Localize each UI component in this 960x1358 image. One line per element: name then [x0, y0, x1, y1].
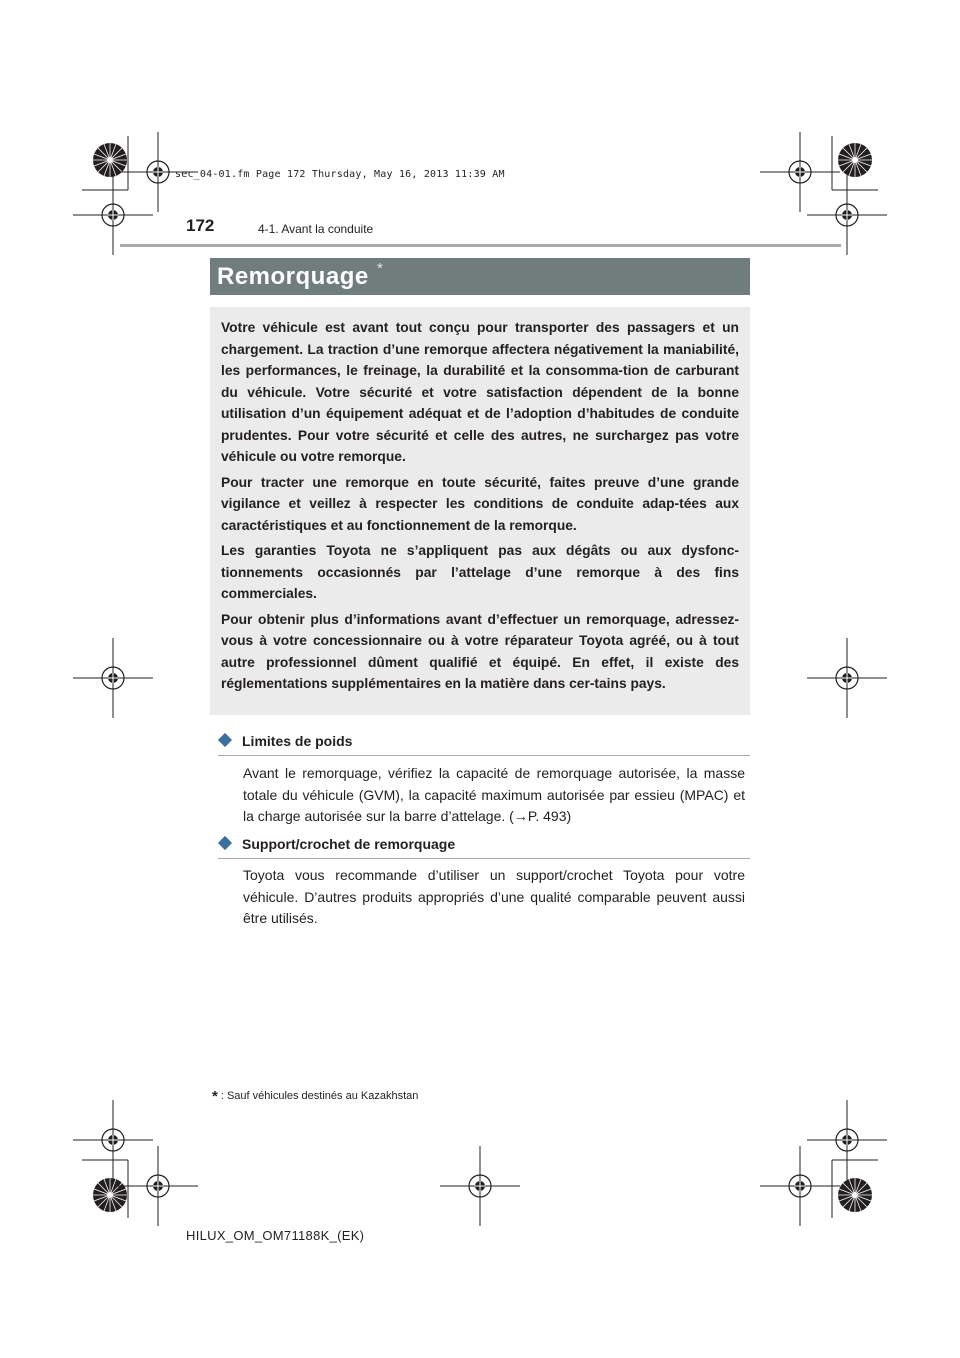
diamond-bullet-icon	[218, 836, 232, 850]
footnote-mark: *	[212, 1088, 218, 1105]
intro-paragraph: Votre véhicule est avant tout conçu pour transporter des passagers et un chargement. La traction d’une remorque affectera négativement la maniabilité, les performances, le freinage, la durabilité et la consomma-tion de carburant du véhicule. Votre sécurité et votre satisfaction dépendent de la bonne utilisation d’un équipement adéquat et de l’adoption d’habitudes de conduite prudentes. Pour votre sécurité et celle des autres, ne surchargez pas votre véhicule ou votre remorque.	[221, 320, 739, 464]
title-bar	[210, 258, 750, 295]
intro-paragraph: Les garanties Toyota ne s’appliquent pas aux dégâts ou aux dysfonc-tionnements occasionnés par l’attelage d’une remorque à des fins commerciales.	[221, 543, 739, 601]
section-heading-label: Support/crochet de remorquage	[242, 836, 456, 852]
print-stamp: sec_04-01.fm Page 172 Thursday, May 16, 2013 11:39 AM	[175, 169, 505, 180]
section-body: Toyota vous recommande d’utiliser un support/crochet Toyota pour votre véhicule. D’autres produits appropriés d’une qualité comparable peuvent aussi être utilisés.	[243, 867, 745, 926]
intro-paragraph: Pour tracter une remorque en toute sécurité, faites preuve d’une grande vigilance et veillez à respecter les conditions de conduite adap-tées aux caractéristiques et au fonctionnement de la remorque.	[221, 474, 739, 533]
footnote-text: : Sauf véhicules destinés au Kazakhstan	[220, 1090, 419, 1102]
document-code: HILUX_OM_OM71188K_(EK)	[186, 1228, 365, 1243]
intro-box	[210, 307, 750, 715]
section-heading-hitch	[218, 836, 750, 859]
section-heading-label: Limites de poids	[242, 733, 353, 749]
intro-paragraph: Pour obtenir plus d’informations avant d’effectuer un remorquage, adressez-vous à votre concessionnaire ou à votre réparateur Toyota agréé, ou à tout autre professionnel dûment qualifié et équipé. En effet, il existe des réglementations supplémentaires en la matière dans cer-tains pays.	[221, 611, 739, 691]
diamond-bullet-icon	[218, 733, 232, 747]
page-title: Remorquage	[217, 263, 369, 290]
title-asterisk: *	[377, 260, 383, 277]
footnote	[212, 1088, 418, 1105]
section-heading-weight-limits	[218, 733, 750, 756]
page-number: 172	[186, 216, 215, 235]
section-body: Avant le remorquage, vérifiez la capacité de remorquage autorisée, la masse totale du véhicule (GVM), la capacité maximum autorisée par essieu (MPAC) et la charge autorisée sur la barre d’attelage. (→P. 493)	[243, 765, 745, 824]
section-label: 4-1. Avant la conduite	[258, 222, 374, 236]
header-rule	[120, 244, 841, 247]
